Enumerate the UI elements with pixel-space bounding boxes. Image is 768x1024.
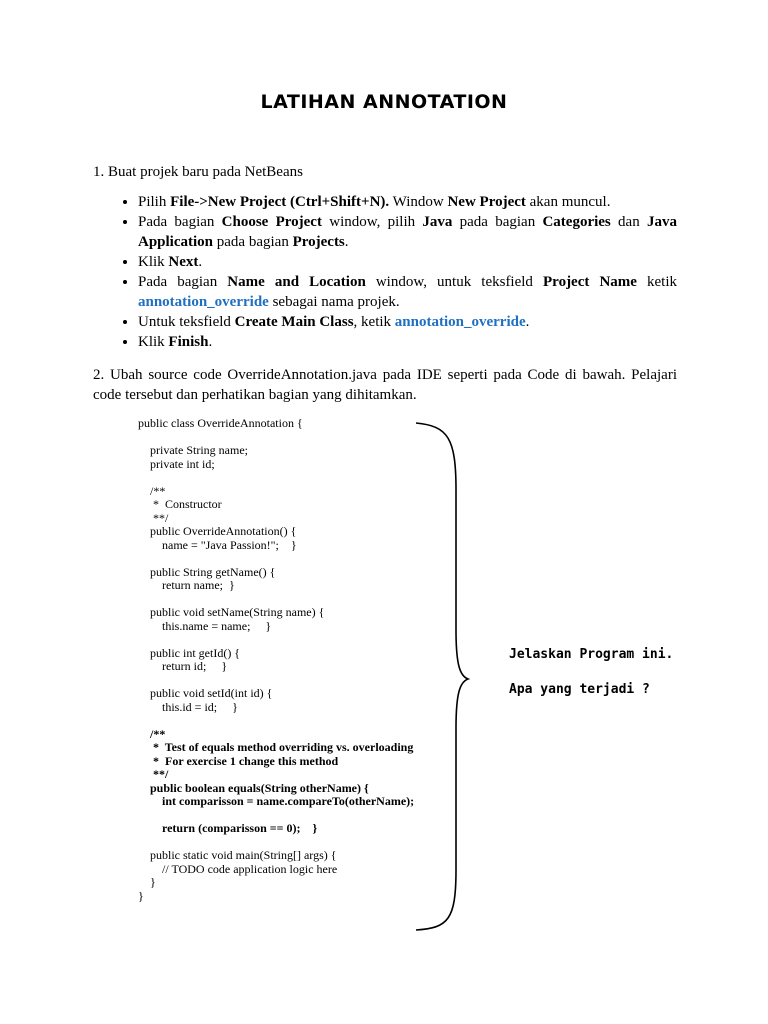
step2-paragraph: 2. Ubah source code OverrideAnnotation.java pada IDE seperti pada Code di bawah. Pelajari code tersebut dan perhatikan bagian yang dihitamkan. (93, 367, 677, 403)
bullet-text: Pada bagian (138, 214, 222, 230)
bold-term: Create Main Class (234, 314, 354, 330)
code-line: return id; } (138, 659, 228, 673)
bold-term: Choose Project (221, 214, 322, 230)
brace-path (416, 423, 468, 930)
code-line (138, 593, 414, 607)
code-block (138, 417, 414, 903)
bullet-text: Klik (138, 254, 169, 270)
note-what-happens: Apa yang terjadi ? (509, 682, 650, 697)
step1-bullet-6 (138, 332, 677, 352)
code-line: **/ (138, 510, 169, 525)
code-line: // TODO code application logic here (138, 861, 338, 876)
bold-term: Projects (292, 234, 345, 250)
code-line: public int getId() { (138, 645, 241, 660)
note-explain-program: Jelaskan Program ini. (509, 647, 674, 662)
document-title: LATIHAN ANNOTATION (260, 91, 508, 113)
code-line (138, 471, 414, 485)
bold-term: Java (422, 214, 453, 230)
code-line: } (138, 875, 156, 889)
bullet-text: window, pilih (321, 214, 423, 230)
bold-term: Java Application (138, 214, 677, 250)
bullet-text: pada bagian (452, 214, 543, 230)
code-line (138, 836, 414, 850)
bullet-text: sebagai nama projek. (268, 294, 400, 310)
code-line: return name; } (138, 578, 235, 592)
bold-term: Name and Location (227, 274, 366, 290)
code-line (138, 674, 414, 688)
step1-bullet-2 (138, 212, 677, 252)
code-line: /** (138, 726, 166, 741)
step1-bullet-4 (138, 272, 677, 312)
bullet-text: Pilih (138, 194, 171, 210)
bold-term: Next (168, 254, 199, 270)
step1-bullet-list (93, 192, 677, 352)
bold-term: Project Name (543, 274, 637, 290)
bullet-text: , ketik (353, 314, 395, 330)
bullet-text: . (208, 334, 213, 350)
bullet-text: window, untuk teksfield (365, 274, 544, 290)
project-name-value: annotation_override (394, 314, 526, 330)
bullet-text: . (344, 234, 349, 250)
code-line: name = "Java Passion!"; } (138, 537, 297, 552)
bullet-text: Klik (138, 334, 169, 350)
bullet-text: dan (610, 214, 647, 230)
bullet-text: pada bagian (213, 234, 293, 250)
step1-bullet-5 (138, 312, 677, 332)
code-line: return (comparisson == 0); } (138, 821, 318, 835)
bullet-text: Pada bagian (138, 274, 228, 290)
step1-heading: 1. Buat projek baru pada NetBeans (93, 164, 303, 180)
code-line: public OverrideAnnotation() { (138, 524, 297, 538)
bullet-text: . (525, 314, 530, 330)
bullet-text: . (198, 254, 203, 270)
bullet-text: Untuk teksfield (138, 314, 235, 330)
bullet-text: Window (389, 194, 448, 210)
code-line (138, 431, 414, 445)
code-line: this.name = name; } (138, 618, 272, 633)
bullet-text: akan muncul. (525, 194, 611, 210)
code-line: private String name; (138, 443, 248, 457)
bold-term: File->New Project (Ctrl+Shift+N). (170, 194, 390, 210)
step1-bullet-3 (138, 252, 677, 272)
code-line: **/ (138, 767, 169, 781)
bold-term: Finish (168, 334, 209, 350)
code-line: * Constructor (138, 497, 222, 511)
code-line (138, 633, 414, 647)
bold-term: New Project (447, 194, 526, 210)
code-line (138, 809, 414, 823)
code-line: public class OverrideAnnotation { (138, 416, 303, 430)
code-line (138, 552, 414, 566)
step1-bullet-1 (138, 192, 677, 212)
code-line: int comparisson = name.compareTo(otherName); (138, 794, 415, 808)
code-line: public String getName() { (138, 564, 276, 579)
bullet-text: ketik (636, 274, 678, 290)
code-line: } (138, 888, 144, 903)
code-line: * Test of equals method overriding vs. overloading (138, 740, 414, 754)
code-line: public boolean equals(String otherName) { (138, 780, 369, 795)
bold-term: Categories (542, 214, 611, 230)
code-line: public static void main(String[] args) { (138, 848, 337, 862)
code-line: private int id; (138, 456, 215, 471)
code-line: this.id = id; } (138, 699, 238, 714)
code-line: public void setId(int id) { (138, 686, 273, 700)
project-name-value: annotation_override (138, 294, 269, 310)
code-line: /** (138, 483, 166, 498)
curly-brace (410, 420, 470, 932)
code-line: * For exercise 1 change this method (138, 753, 339, 768)
code-line: public void setName(String name) { (138, 605, 325, 619)
code-line (138, 714, 414, 728)
